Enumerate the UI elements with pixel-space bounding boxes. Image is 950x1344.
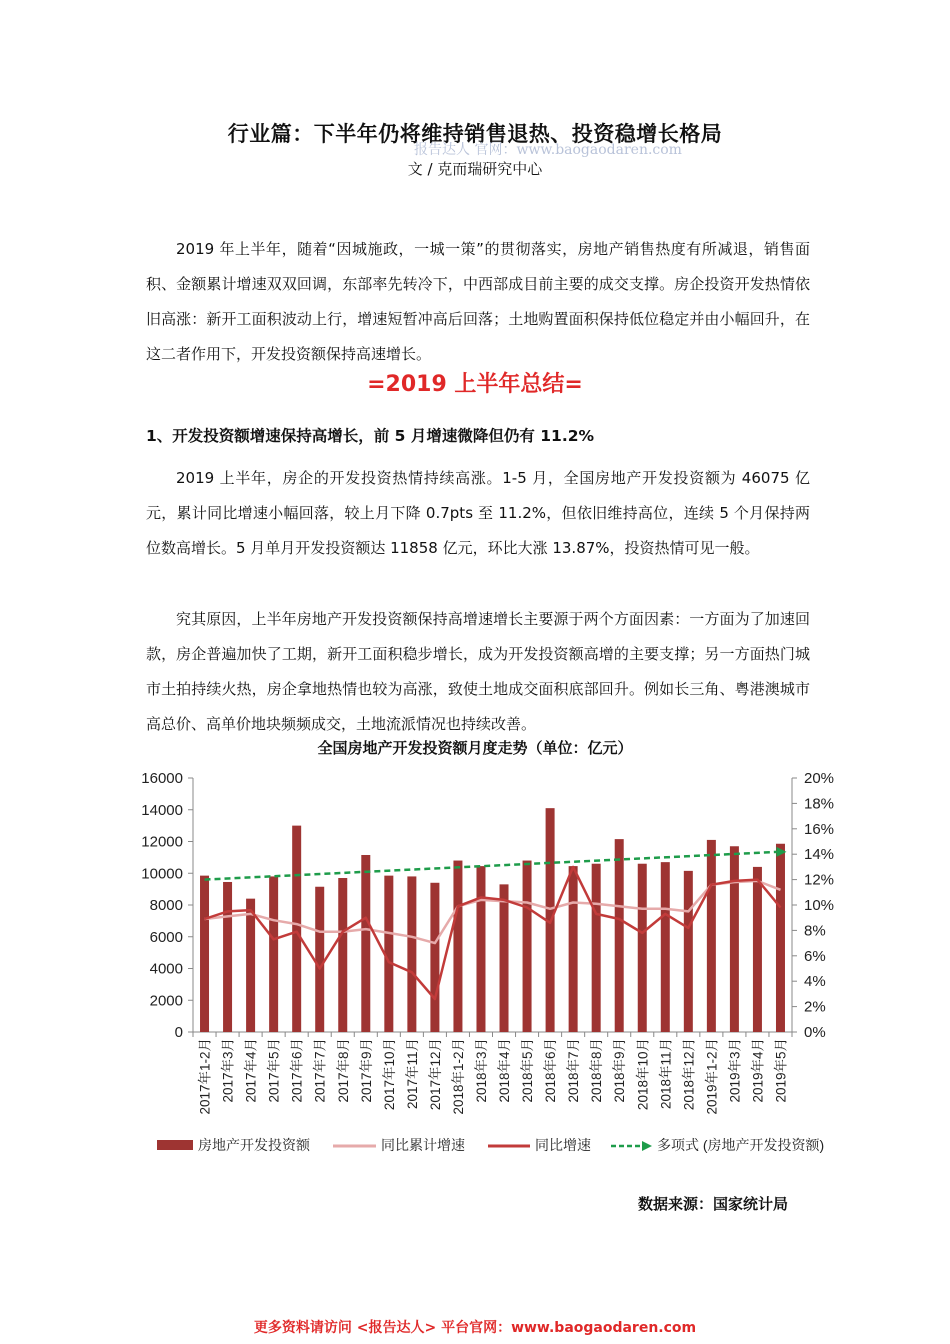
x-tick-label: 2017年6月 <box>289 1038 305 1103</box>
right-tick-label: 12% <box>804 871 835 889</box>
bar-investment <box>269 876 278 1032</box>
bar-investment <box>569 866 578 1032</box>
legend-swatch-bar <box>157 1140 193 1150</box>
right-tick-label: 20% <box>804 770 835 787</box>
bar-investment <box>453 861 462 1032</box>
bar-investment <box>476 866 485 1032</box>
paragraph-reasons: 究其原因，上半年房地产开发投资额保持高增速增长主要源于两个方面因素：一方面为了加速回款，房企普遍加快了工期，新开工面积稳步增长，成为开发投资额高增的主要支撑；另一方面热门城市土拍持续火热，房企拿地热情也较为高涨，致使土地成交面积底部回升。例如长三角、粤港澳城市高总价、高单价地块频频成交，土地流派情况也持续改善。 <box>146 610 810 733</box>
right-tick-label: 16% <box>804 820 835 838</box>
chart-title: 全国房地产开发投资额月度走势（单位：亿元） <box>317 739 633 757</box>
left-tick-label: 14000 <box>141 801 183 819</box>
document-title: 行业篇：下半年仍将维持销售退热、投资稳增长格局 <box>227 122 723 146</box>
x-tick-label: 2018年8月 <box>589 1038 605 1103</box>
x-tick-label: 2017年9月 <box>358 1038 374 1103</box>
bar-investment <box>638 864 647 1032</box>
paragraph-investment: 2019 上半年，房企的开发投资热情持续高涨。1-5 月，全国房地产开发投资额为 46075 亿元，累计同比增速小幅回落，较上月下降 0.7pts 至 11.2%，但依旧维持高位，连续 5 个月保持两位数高增长。5 月单月开发投资额达 11858 亿元，环比大涨 13.87%，投资热情可见一般。 <box>146 469 810 557</box>
bar-investment <box>730 846 739 1032</box>
legend-trend-arrow-icon <box>642 1141 652 1151</box>
x-tick-label: 2017年4月 <box>243 1038 259 1103</box>
x-tick-label: 2019年3月 <box>727 1038 743 1103</box>
footer-link[interactable]: 更多资料请访问 <报告达人> 平台官网：www.baogaodaren.com <box>253 1320 697 1336</box>
right-tick-label: 8% <box>804 922 826 940</box>
x-tick-label: 2017年3月 <box>220 1038 236 1103</box>
bar-investment <box>430 883 439 1032</box>
left-tick-label: 0 <box>174 1024 183 1041</box>
right-tick-label: 6% <box>804 947 826 965</box>
legend-label-bar: 房地产开发投资额 <box>198 1137 310 1153</box>
right-tick-label: 0% <box>804 1024 826 1041</box>
byline: 文 / 克而瑞研究中心 <box>407 160 543 178</box>
right-tick-label: 4% <box>804 973 826 991</box>
x-tick-label: 2017年12月 <box>427 1038 443 1111</box>
left-tick-label: 2000 <box>149 992 183 1010</box>
x-tick-label: 2018年11月 <box>658 1038 674 1110</box>
x-tick-label: 2018年7月 <box>566 1038 582 1103</box>
bar-investment <box>661 862 670 1032</box>
watermark-text: 报告达人 官网：www.baogaodaren.com <box>414 142 682 158</box>
left-tick-label: 10000 <box>141 865 183 883</box>
bar-investment <box>707 840 716 1032</box>
section-title: =2019 上半年总结= <box>367 372 583 397</box>
bar-investment <box>776 844 785 1032</box>
x-tick-label: 2019年5月 <box>773 1038 789 1103</box>
data-source: 数据来源：国家统计局 <box>638 1195 789 1213</box>
left-tick-label: 4000 <box>149 960 183 978</box>
paragraph-intro: 2019 年上半年，随着“因城施政，一城一策”的贯彻落实，房地产销售热度有所减退，销售面积、金额累计增速双双回调，东部率先转冷下，中西部成目前主要的成交支撑。房企投资开发热情依旧高涨：新开工面积波动上行，增速短暂冲高后回落；土地购置面积保持低位稳定并由小幅回升，在这二者作用下，开发投资额保持高速增长。 <box>146 240 810 363</box>
right-tick-label: 18% <box>804 795 835 813</box>
left-tick-label: 6000 <box>149 928 183 946</box>
x-tick-label: 2019年4月 <box>750 1038 766 1103</box>
x-tick-label: 2018年6月 <box>543 1038 559 1103</box>
x-tick-label: 2017年11月 <box>404 1038 420 1110</box>
bar-investment <box>200 876 209 1032</box>
subheading: 1、开发投资额增速保持高增长，前 5 月增速微降但仍有 11.2% <box>146 427 595 445</box>
bar-investment <box>753 867 762 1032</box>
legend-label-yoy: 同比增速 <box>535 1137 591 1153</box>
x-tick-label: 2018年12月 <box>681 1038 697 1111</box>
x-tick-label: 2018年9月 <box>612 1038 628 1103</box>
x-tick-label: 2017年8月 <box>335 1038 351 1103</box>
x-tick-label: 2017年10月 <box>381 1038 397 1111</box>
x-tick-label: 2018年3月 <box>473 1038 489 1103</box>
x-tick-label: 2019年1-2月 <box>704 1038 720 1115</box>
bar-investment <box>315 887 324 1032</box>
x-tick-label: 2018年10月 <box>635 1038 651 1111</box>
investment-chart <box>0 760 950 1170</box>
bar-investment <box>338 878 347 1032</box>
bar-investment <box>223 882 232 1032</box>
bar-investment <box>500 884 509 1032</box>
x-tick-label: 2018年5月 <box>520 1038 536 1103</box>
legend-label-cumulative: 同比累计增速 <box>381 1137 465 1153</box>
left-tick-label: 12000 <box>141 833 183 851</box>
x-tick-label: 2018年4月 <box>497 1038 513 1103</box>
x-tick-label: 2017年7月 <box>312 1038 328 1103</box>
legend-label-trend: 多项式 (房地产开发投资额) <box>657 1137 825 1153</box>
bar-investment <box>523 861 532 1032</box>
left-tick-label: 16000 <box>141 770 183 787</box>
bar-investment <box>246 899 255 1032</box>
x-tick-label: 2018年1-2月 <box>450 1038 466 1115</box>
x-tick-label: 2017年5月 <box>266 1038 282 1103</box>
bar-investment <box>361 855 370 1032</box>
bar-investment <box>292 826 301 1032</box>
bar-investment <box>407 876 416 1032</box>
bar-investment <box>684 871 693 1032</box>
line-yoy-growth <box>205 867 781 999</box>
right-tick-label: 14% <box>804 846 835 864</box>
right-tick-label: 10% <box>804 897 835 914</box>
left-tick-label: 8000 <box>149 897 183 914</box>
right-tick-label: 2% <box>804 998 826 1016</box>
bar-investment <box>615 839 624 1032</box>
x-tick-label: 2017年1-2月 <box>197 1038 213 1115</box>
bar-investment <box>592 864 601 1032</box>
